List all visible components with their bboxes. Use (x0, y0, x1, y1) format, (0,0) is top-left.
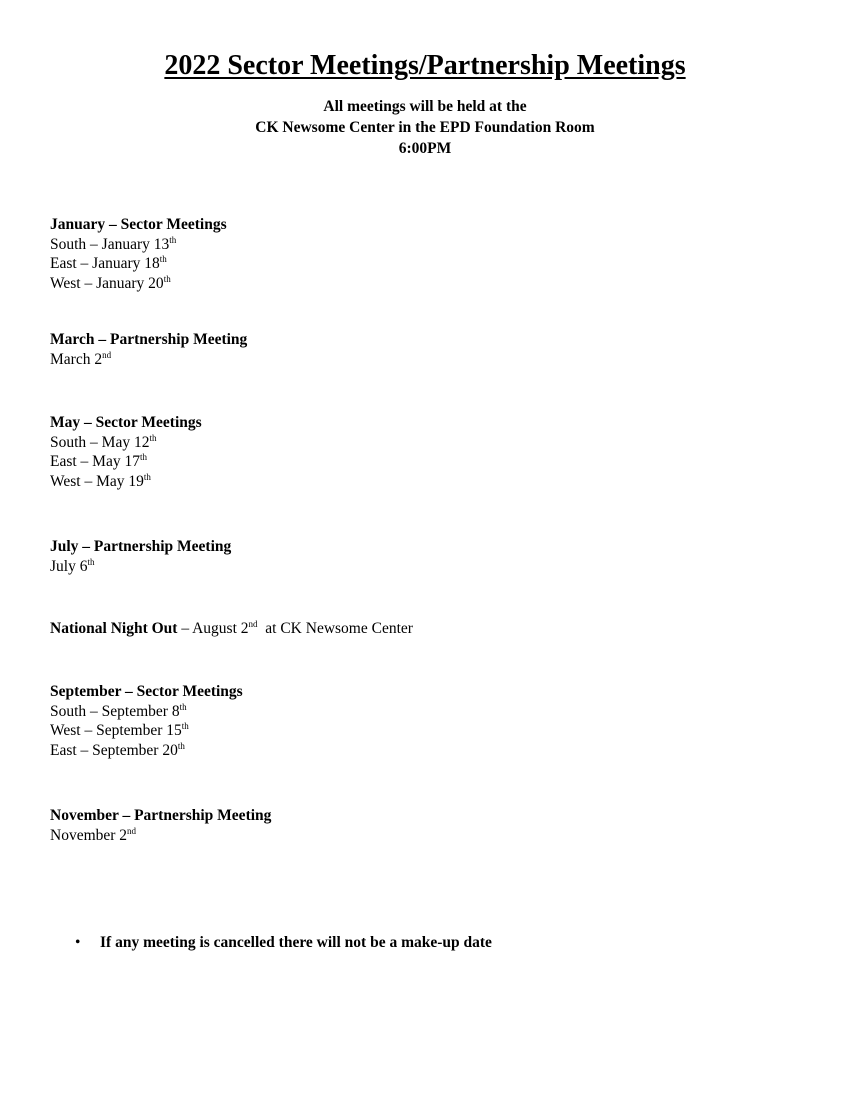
section-heading: November – Partnership Meeting (50, 807, 272, 824)
meeting-entry: West – January 20th (50, 273, 171, 292)
section-may (50, 413, 202, 491)
meeting-entry: South – May 12th (50, 432, 157, 451)
section-heading: July – Partnership Meeting (50, 538, 232, 555)
meeting-entry: West – September 15th (50, 721, 189, 739)
event-date: – August 2 (177, 620, 249, 637)
section-september (50, 682, 243, 760)
section-july (50, 537, 231, 576)
event-location: at CK Newsome Center (257, 620, 413, 637)
meeting-location-header (0, 96, 850, 159)
section-heading: September – Sector Meetings (50, 683, 243, 700)
section-heading: January – Sector Meetings (50, 216, 227, 233)
bullet-icon: • (75, 934, 81, 951)
meeting-entry: East – September 20th (50, 740, 185, 759)
page-title: 2022 Sector Meetings/Partnership Meetings (164, 50, 686, 81)
meeting-time: 6:00PM (398, 140, 452, 157)
meeting-entry: West – May 19th (50, 471, 151, 490)
national-night-out: National Night Out – August 2nd at CK Newsome Center (50, 619, 413, 637)
event-label: National Night Out (50, 620, 178, 637)
meeting-entry: East – January 18th (50, 254, 167, 272)
location-line: CK Newsome Center in the EPD Foundation Room (255, 119, 595, 136)
section-january (50, 215, 227, 293)
section-march (50, 330, 247, 369)
location-intro-line: All meetings will be held at the (323, 98, 527, 115)
meeting-entry: July 6th (50, 556, 95, 575)
meeting-entry: South – September 8th (50, 701, 187, 720)
meeting-entry: East – May 17th (50, 452, 147, 470)
section-november (50, 806, 271, 845)
section-heading: May – Sector Meetings (50, 414, 202, 431)
meeting-entry: November 2nd (50, 825, 137, 844)
section-heading: March – Partnership Meeting (50, 331, 248, 348)
note-text: If any meeting is cancelled there will not be a make-up date (100, 934, 492, 951)
cancellation-note (75, 933, 492, 953)
meeting-entry: South – January 13th (50, 234, 177, 253)
meeting-entry: March 2nd (50, 349, 112, 368)
